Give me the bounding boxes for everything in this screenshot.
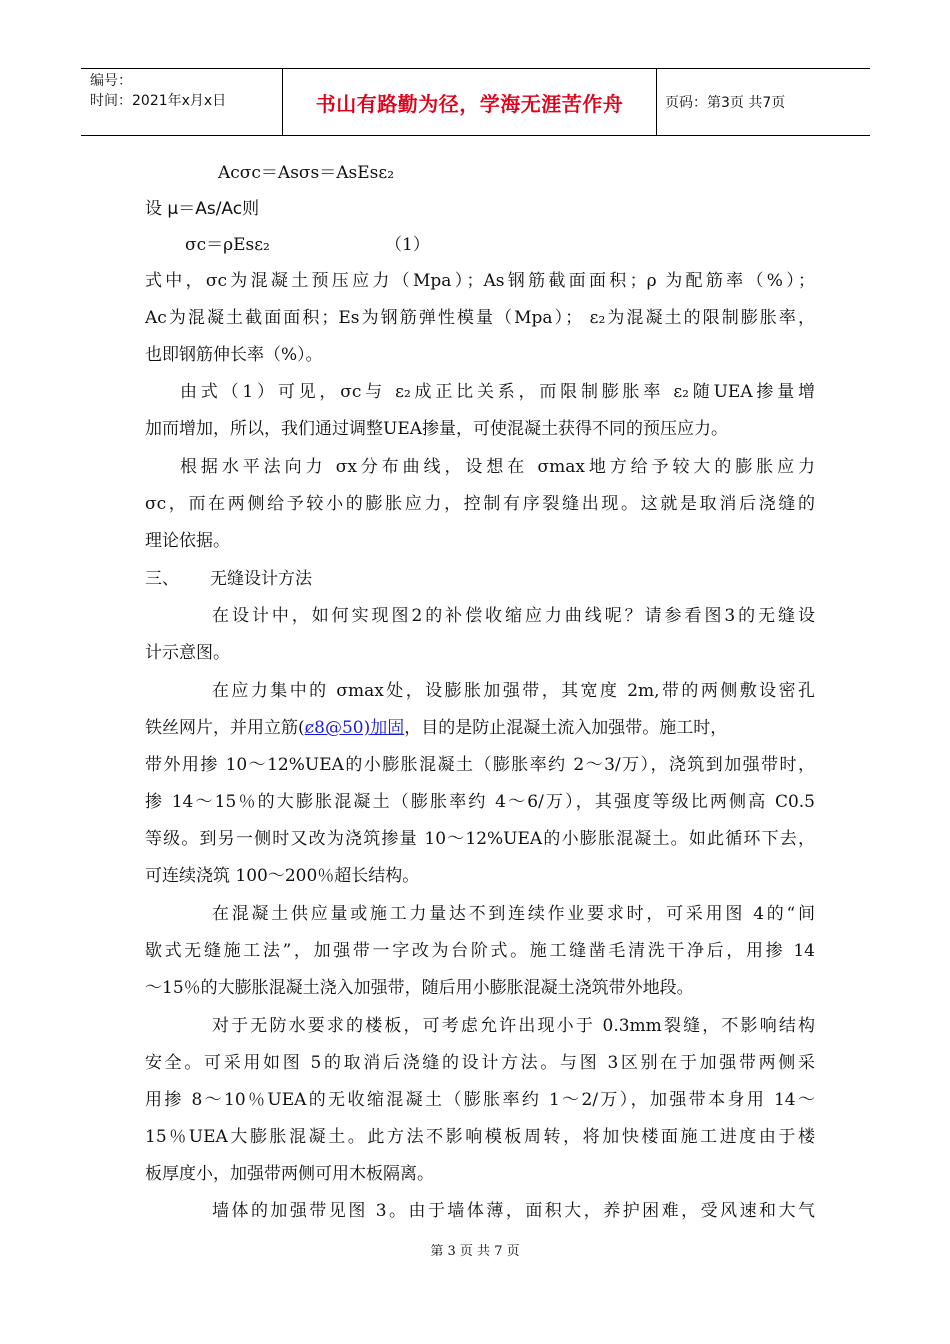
paragraph-7-line-5: 板厚度小，加强带两侧可用木板隔离。 [145,1164,434,1184]
equation-3-number: （1） [385,235,430,255]
paragraph-2-line-1: 由式（1）可见，σc与 ε₂成正比关系，而限制膨胀率 ε₂随UEA掺量增 [180,382,815,402]
doc-time-label: 时间：2021年x月x日 [90,93,227,109]
paragraph-3-line-3: 理论依据。 [145,531,230,551]
rebar-reference-link[interactable]: ȼ8@50)加固 [304,718,405,738]
section-3-number: 三、 [145,569,179,589]
doc-number-label: 编号： [90,73,132,89]
paragraph-3-line-1: 根据水平法向力 σx分布曲线，设想在 σmax地方给予较大的膨胀应力 [180,457,815,477]
paragraph-5-line-3: 带外用掺 10～12%UEA的小膨胀混凝土（膨胀率约 2～3/万），浇筑到加强带时， [145,755,815,775]
paragraph-1-line-3: 也即钢筋伸长率（%）。 [145,345,323,365]
paragraph-5-line-5: 等级。到另一侧时又改为浇筑掺量 10～12%UEA的小膨胀混凝土。如此循环下去， [145,829,815,849]
paragraph-7-line-1: 对于无防水要求的楼板，可考虑允许出现小于 0.3mm裂缝，不影响结构 [212,1016,815,1036]
section-3-title: 无缝设计方法 [210,569,312,589]
paragraph-7-line-2: 安全。可采用如图 5的取消后浇缝的设计方法。与图 3区别在于加强带两侧采 [145,1053,815,1073]
paragraph-5-line-2-end: ，目的是防止混凝土流入加强带。施工时， [404,718,728,738]
header-meta [81,69,283,135]
paragraph-1-line-2: Ac为混凝土截面面积；Es为钢筋弹性模量（Mpa）； ε₂为混凝土的限制膨胀率， [145,308,815,328]
paragraph-5-line-2-start: 铁丝网片，并用立筋( [145,718,305,738]
paragraph-5-line-6: 可连续浇筑 100～200％超长结构。 [145,866,420,886]
paragraph-5-line-2 [145,717,727,739]
equation-2: 设 μ＝As/Ac则 [145,199,260,219]
paragraph-5-line-1: 在应力集中的 σmax处，设膨胀加强带，其宽度 2m,带的两侧敷设密孔 [212,681,815,701]
paragraph-2-line-2: 加而增加，所以，我们通过调整UEA掺量，可使混凝土获得不同的预压应力。 [145,419,729,439]
paragraph-4-line-1: 在设计中，如何实现图2的补偿收缩应力曲线呢？请参看图3的无缝设 [212,606,815,626]
page-header [81,68,870,136]
paragraph-8-line-1: 墙体的加强带见图 3。由于墙体薄，面积大，养护困难，受风速和大气 [212,1201,815,1221]
paragraph-7-line-4: 15％UEA大膨胀混凝土。此方法不影响模板周转，将加快楼面施工进度由于楼 [145,1127,815,1147]
header-page-label: 页码：第3页 共7页 [665,95,786,111]
equation-1: Acσc＝Asσs＝AsEsε₂ [218,163,395,183]
equation-3: σc＝ρEsε₂ [185,235,270,255]
page-footer: 第 3 页 共 7 页 [430,1244,520,1259]
paragraph-3-line-2: σc，而在两侧给予较小的膨胀应力，控制有序裂缝出现。这就是取消后浇缝的 [145,494,815,514]
paragraph-1-line-1: 式中，σc为混凝土预压应力（Mpa）；As钢筋截面面积；ρ 为配筋率（%）； [145,271,815,291]
header-motto: 书山有路勤为径，学海无涯苦作舟 [283,69,657,135]
paragraph-6-line-1: 在混凝土供应量或施工力量达不到连续作业要求时，可采用图 4的“间 [212,904,815,924]
paragraph-7-line-3: 用掺 8～10％UEA的无收缩混凝土（膨胀率约 1～2/万），加强带本身用 14～ [145,1090,815,1110]
paragraph-6-line-3: ～15％的大膨胀混凝土浇入加强带，随后用小膨胀混凝土浇筑带外地段。 [145,978,694,998]
paragraph-4-line-2: 计示意图。 [145,643,230,663]
paragraph-5-line-4: 掺 14～15％的大膨胀混凝土（膨胀率约 4～6/万），其强度等级比两侧高 C0.5 [145,792,815,812]
paragraph-6-line-2: 歇式无缝施工法”，加强带一字改为台阶式。施工缝凿毛清洗干净后，用掺 14 [145,941,815,961]
